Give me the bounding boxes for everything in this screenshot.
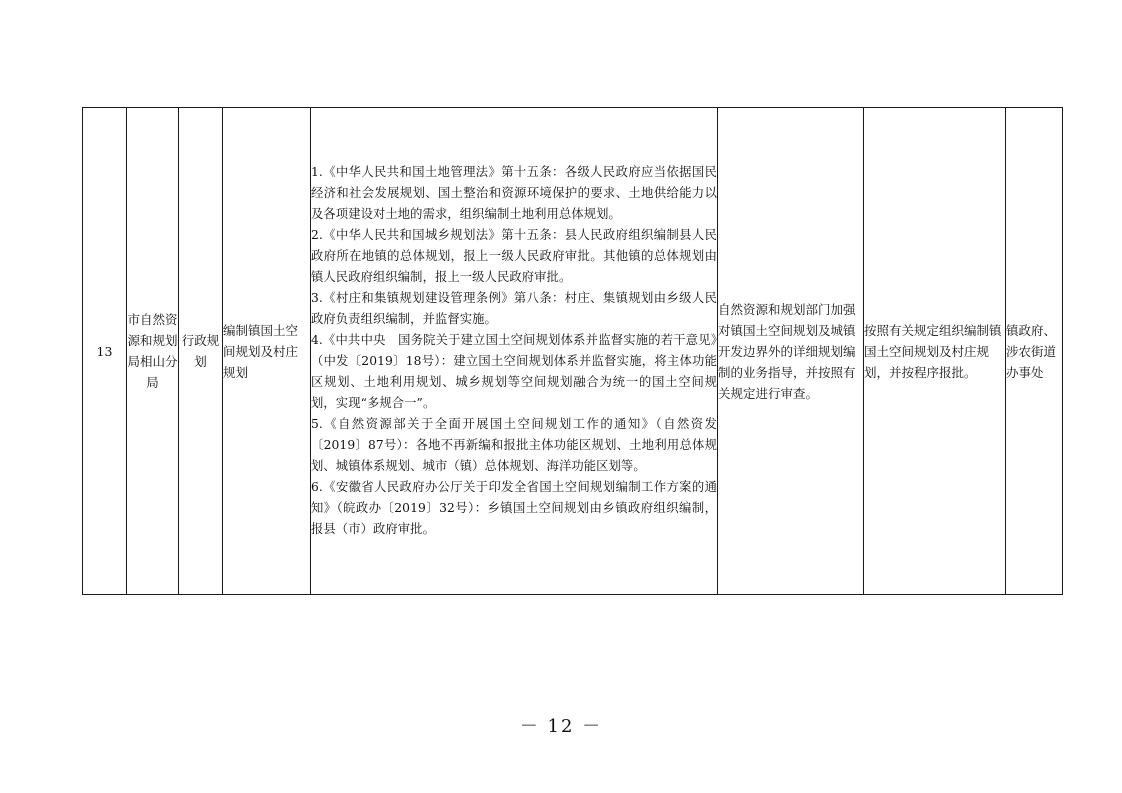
legal-basis-cell (311, 108, 718, 595)
legal-basis-item: 5.《自然资源部关于全面开展国土空间规划工作的通知》（自然资发〔2019〕87号）：各地不再新编和报批主体功能区规划、土地利用总体规划、城镇体系规划、城市（镇）总体规划、海洋功能区划等。 (311, 417, 717, 473)
legal-basis-item: 2.《中华人民共和国城乡规划法》第十五条：县人民政府组织编制县人民政府所在地镇的总体规划，报上一级人民政府审批。其他镇的总体规划由镇人民政府组织编制，报上一级人民政府审批。 (311, 228, 717, 284)
power-type-cell (179, 108, 223, 595)
town-responsibility: 按照有关规定组织编制镇国土空间规划及村庄规划，并按程序报批。 (864, 322, 1002, 380)
row-number-cell (83, 108, 127, 595)
cooperating-units-cell (1006, 108, 1063, 595)
item-name-cell (223, 108, 311, 595)
department-duty-cell (718, 108, 864, 595)
cooperating-units: 镇政府、涉农街道办事处 (1006, 322, 1057, 380)
row-number: 13 (96, 343, 113, 359)
table-row (83, 108, 1063, 595)
legal-basis-item: 3.《村庄和集镇规划建设管理条例》第八条：村庄、集镇规划由乡级人民政府负责组织编制，并监督实施。 (311, 291, 717, 326)
power-list-table (82, 107, 1063, 595)
item-name: 编制镇国土空间规划及村庄规划 (223, 322, 299, 380)
town-responsibility-cell (864, 108, 1006, 595)
page-number: － 12 － (519, 716, 603, 737)
power-type: 行政规划 (181, 333, 220, 369)
legal-basis-item: 4.《中共中央 国务院关于建立国土空间规划体系并监督实施的若干意见》（中发〔2019〕18号）：建立国土空间规划体系并监督实施，将主体功能区规划、土地利用规划、城乡规划等空间规划融合为统一的国土空间规划，实现“多规合一”。 (311, 333, 717, 410)
department-duty: 自然资源和规划部门加强对镇国土空间规划及城镇开发边界外的详细规划编制的业务指导，并按照有关规定进行审查。 (718, 301, 856, 401)
legal-basis-item: 6.《安徽省人民政府办公厅关于印发全省国土空间规划编制工作方案的通知》（皖政办〔2019〕32号）：乡镇国土空间规划由乡镇政府组织编制，报县（市）政府审批。 (311, 480, 717, 536)
department-cell (127, 108, 179, 595)
department-name: 市自然资源和规划局相山分局 (127, 312, 178, 390)
legal-basis-item: 1.《中华人民共和国土地管理法》第十五条：各级人民政府应当依据国民经济和社会发展规划、国土整治和资源环境保护的要求、土地供给能力以及各项建设对土地的需求，组织编制土地利用总体规划。 (311, 165, 717, 221)
